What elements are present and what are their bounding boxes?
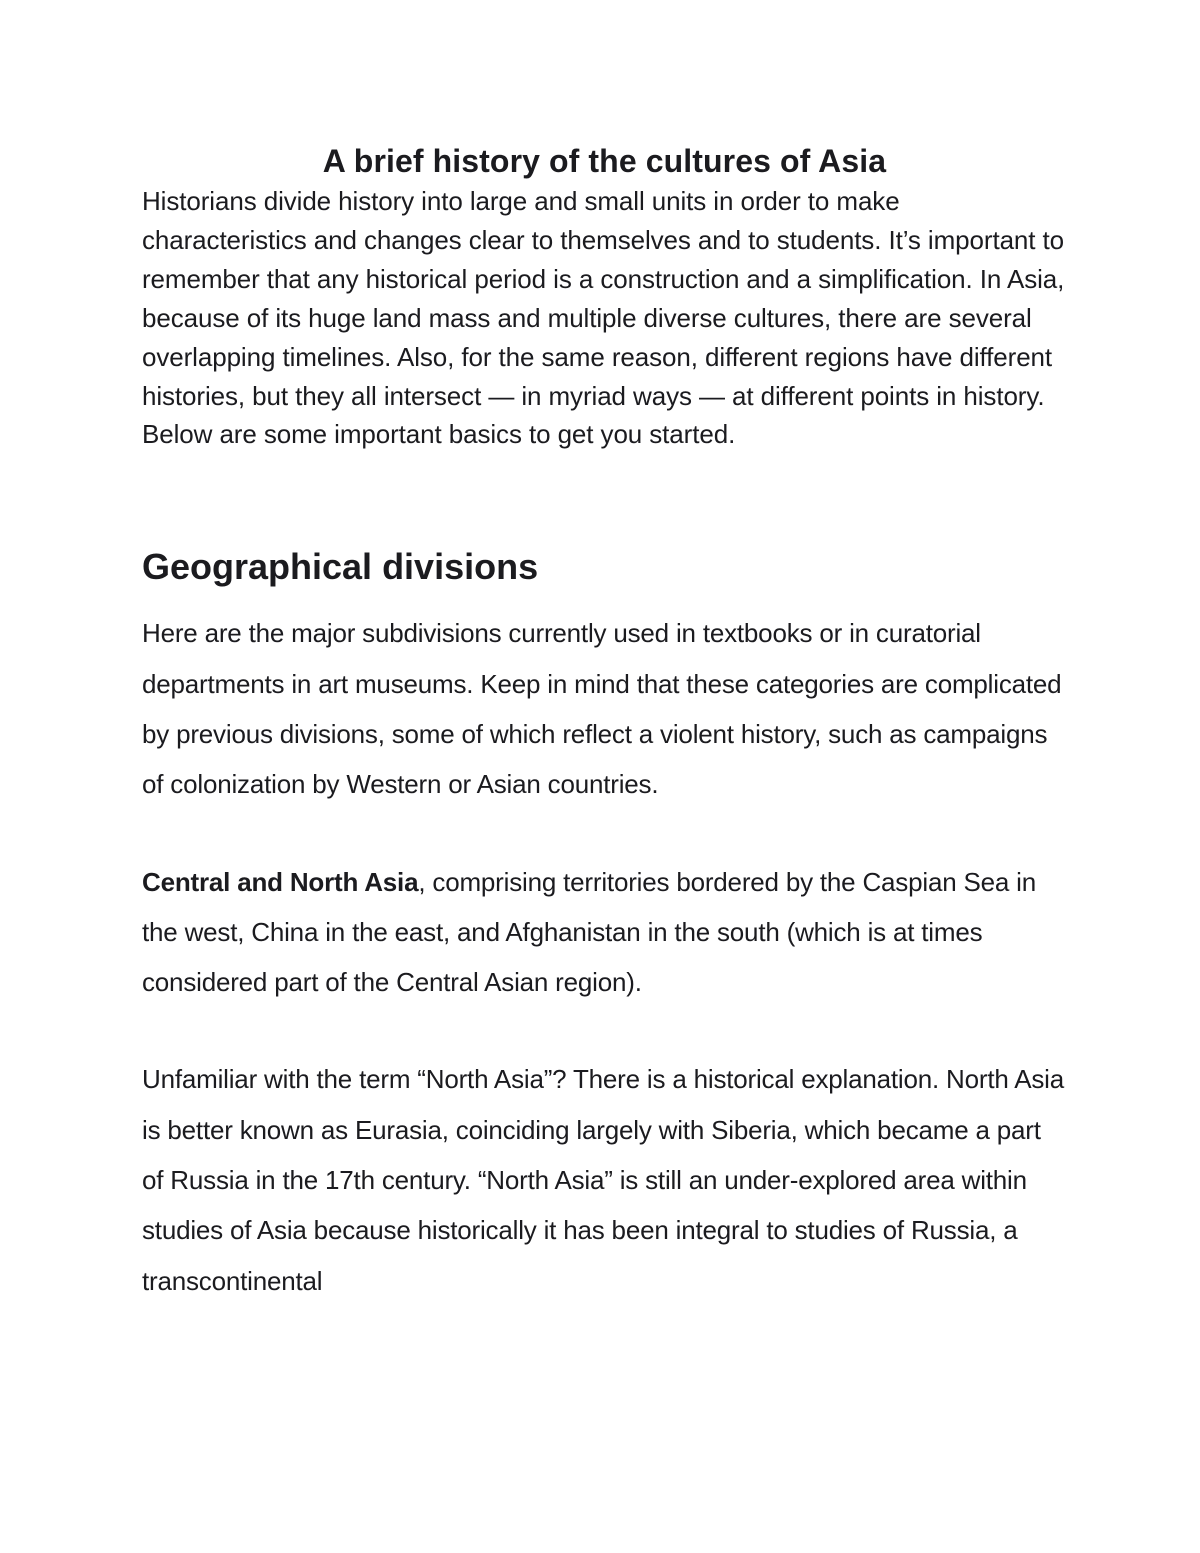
section-heading: Geographical divisions <box>142 546 539 588</box>
north-asia-paragraph: Unfamiliar with the term “North Asia”? There is a historical explanation. North Asia is better known as Eurasia, coinciding largely with Siberia, which became a part of Russia in the 17th century. “North Asia” is still an under-explored area within studies of Asia because historically it has been integral to studies of Russia, a transcontinental <box>142 1064 1065 1296</box>
document-page <box>142 140 1067 1306</box>
central-north-asia-paragraph <box>142 857 1067 1008</box>
intro-paragraph: Historians divide history into large and small units in order to make characteristics and changes clear to themselves and to students. It’s important to remember that any historical period is a construction and a simplification. In Asia, because of its huge land mass and multiple diverse cultures, there are several overlapping timelines. Also, for the same reason, different regions have different histories, but they all intersect — in myriad ways — at different points in history. Below are some important basics to get you started. <box>142 186 1065 450</box>
central-north-asia-description: , comprising territories bordered by the Caspian Sea in the west, China in the east, and Afghanistan in the south (which is at times considered part of the Central Asian region). <box>142 866 1037 998</box>
subdivisions-paragraph: Here are the major subdivisions currently used in textbooks or in curatorial departments in art museums. Keep in mind that these categories are complicated by previous divisions, some of which reflect a violent history, such as campaigns of colonization by Western or Asian countries. <box>142 618 1062 800</box>
central-north-asia-term: Central and North Asia <box>142 866 419 897</box>
document-title: A brief history of the cultures of Asia <box>322 143 887 179</box>
